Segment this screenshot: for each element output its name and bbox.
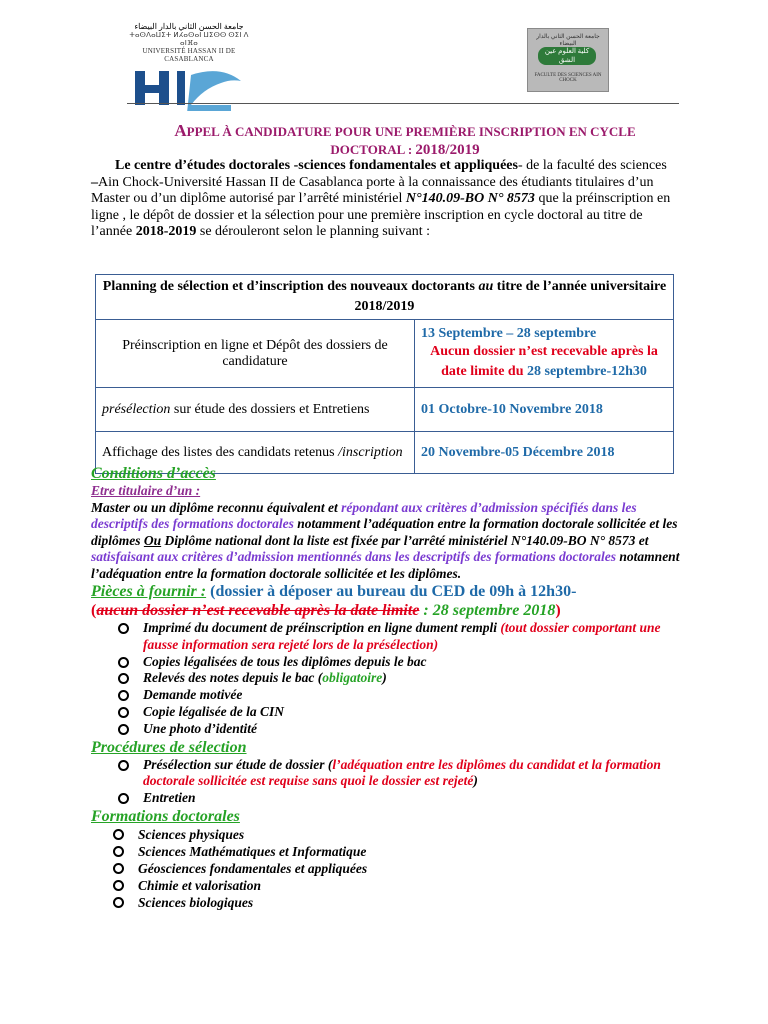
bullet-icon	[118, 690, 129, 701]
logo-arabic-text: جامعة الحسن الثاني بالدار البيضاء	[134, 22, 244, 31]
deadline-red: aucun dossier n’est recevable après la date limite	[96, 602, 420, 619]
main-content	[91, 464, 681, 911]
conditions-heading: Conditions d’accès	[91, 465, 216, 482]
intro-arrete: N°140.09-BO N° 8573	[405, 191, 535, 206]
intro-paragraph	[91, 158, 677, 241]
planning-table	[95, 274, 674, 474]
table-row	[96, 388, 674, 432]
row2-label-rest: sur étude des dossiers et Entretiens	[170, 401, 370, 417]
title-initial: A	[174, 121, 187, 140]
bullet-icon	[118, 724, 129, 735]
table-header-a: Planning de sélection et d’inscription des nouveaux doctorants	[102, 279, 479, 294]
bullet-icon	[113, 846, 124, 857]
bullet-icon	[118, 760, 129, 771]
faculty-logo-bottom-text: FACULTE DES SCIENCES AIN CHOCK	[534, 73, 602, 83]
procedures-heading: Procédures de sélection	[91, 738, 247, 756]
intro-dash: –	[91, 174, 98, 190]
list-item: Demande motivée	[118, 687, 681, 704]
page-title	[120, 122, 690, 159]
title-line2-label: DOCTORAL :	[330, 142, 416, 157]
intro-text-2: Ain Chock-Université Hassan II de Casablanca porte à la connaissance des étudiants titulaires d’un Master ou d’un diplôme autorisé par l’arrêté ministériel	[91, 174, 654, 206]
row1-note: Aucun dossier n’est recevable après la date limite du	[430, 343, 658, 379]
list-item: Une photo d’identité	[118, 721, 681, 738]
cond-ou: Ou	[143, 532, 162, 548]
conditions-paragraph	[91, 500, 681, 583]
bullet-icon	[118, 793, 129, 804]
cond-e: satisfaisant aux critères d’admission mentionnés dans les descriptifs des formations doctorales	[91, 549, 617, 564]
deadline-green: : 28 septembre 2018	[419, 602, 556, 619]
deadline-close: )	[555, 602, 561, 619]
row1-note-date: 28 septembre-12h30	[527, 363, 647, 379]
row1-label: Préinscription en ligne et Dépôt des dossiers de candidature	[96, 320, 415, 388]
row3-date: 20 Novembre-05 Décembre 2018	[415, 432, 674, 474]
pieces-heading-label: Pièces à fournir :	[91, 583, 207, 600]
table-header	[96, 275, 674, 320]
row1-dates	[415, 320, 674, 388]
table-header-au: au	[478, 279, 494, 294]
intro-text-1: - de la faculté des sciences	[517, 158, 667, 173]
bullet-icon	[118, 707, 129, 718]
row3-label-italic: /inscription	[338, 444, 403, 460]
logo-tifinagh-text: ⵜⴰⵙⴷⴰⵡⵉⵜ ⵍⵃⴰⵙⴰⵏ ⵡⵉⵙⵙ ⵙⵉⵏ ⴷ ⴰⵏⴼⴰ	[129, 31, 249, 47]
cond-b: répondant aux critères d’admission spécifiés dans les descriptifs des formations doctorales	[91, 499, 637, 531]
cond-c: notamment l’adéquation entre la formation doctorale sollicitée et les diplômes	[91, 516, 678, 548]
intro-years: 2018-2019	[135, 224, 197, 239]
list-item: Présélection sur étude de dossier (l’adéquation entre les diplômes du candidat et la formation doctorale sollicitée est requise sans quoi le dossier est rejeté)	[118, 757, 681, 791]
faculty-logo-band-text: كلية العلوم عين الشق	[538, 47, 596, 65]
intro-lead: Le centre d’études doctorales -sciences fondamentales et appliquées	[115, 158, 518, 173]
pieces-list	[91, 620, 681, 738]
bullet-icon	[113, 829, 124, 840]
row3-label-text: Affichage des listes des candidats retenus	[102, 444, 339, 460]
table-row	[96, 320, 674, 388]
title-year: 2018/2019	[415, 142, 480, 158]
list-item: Relevés des notes depuis le bac (obligatoire)	[118, 670, 681, 687]
list-item: Imprimé du document de préinscription en ligne dument rempli (tout dossier comportant une fausse information sera rejeté lors de la présélection)	[118, 620, 681, 654]
row2-date: 01 Octobre-10 Novembre 2018	[415, 388, 674, 432]
deadline-open: (	[91, 602, 97, 619]
bullet-icon	[113, 897, 124, 908]
pieces-deadline	[91, 601, 681, 620]
list-item: Sciences physiques	[113, 826, 681, 843]
row2-label	[96, 388, 415, 432]
conditions-sub: Etre titulaire d’un :	[91, 483, 201, 498]
pieces-heading	[91, 582, 681, 601]
cond-f: notamnent l’adéquation entre la formation doctorale sollicitée et les diplômes.	[91, 549, 680, 581]
row1-date: 13 Septembre – 28 septembre	[421, 325, 597, 341]
intro-text-3: que la préinscription en ligne , le dépôt de dossier et la sélection pour une première inscription en cycle doctoral au titre de l’année	[91, 191, 671, 239]
intro-text-4: se dérouleront selon le planning suivant :	[196, 224, 431, 239]
cond-a: Master ou un diplôme reconnu équivalent et	[91, 499, 342, 515]
faculty-logo	[527, 28, 609, 92]
row2-label-italic: présélection	[102, 401, 171, 417]
faculty-logo-top-text: جامعة الحسن الثاني بالدار البيضاء	[536, 34, 600, 47]
table-header-b: titre de l’année universitaire 2018/2019	[354, 279, 667, 314]
formations-heading: Formations doctorales	[91, 807, 240, 825]
logo-latin-text: UNIVERSITÉ HASSAN II DE CASABLANCA	[142, 47, 236, 63]
bullet-icon	[113, 863, 124, 874]
university-logo	[124, 22, 254, 97]
bullet-icon	[118, 673, 129, 684]
list-item: Copie légalisée de la CIN	[118, 704, 681, 721]
list-item: Sciences biologiques	[113, 894, 681, 911]
list-item: Chimie et valorisation	[113, 877, 681, 894]
list-item: Géosciences fondamentales et appliquées	[113, 860, 681, 877]
bullet-icon	[118, 623, 129, 634]
title-line1: PPEL À CANDIDATURE POUR UNE PREMIÈRE INSCRIPTION EN CYCLE	[186, 124, 636, 139]
uh2c-emblem-icon	[129, 67, 249, 111]
procedures-list	[91, 757, 681, 807]
list-item: Entretien	[118, 790, 681, 807]
bullet-icon	[118, 657, 129, 668]
header-divider	[127, 103, 679, 104]
list-item: Copies légalisées de tous les diplômes depuis le bac	[118, 654, 681, 671]
list-item: Sciences Mathématiques et Informatique	[113, 843, 681, 860]
pieces-heading-rest: (dossier à déposer au bureau du CED de 09h à 12h30-	[206, 583, 577, 600]
cond-d: Diplôme national dont la liste est fixée par l’arrêté ministériel N°140.09-BO N° 8573 et	[161, 532, 649, 548]
bullet-icon	[113, 880, 124, 891]
formations-list	[91, 826, 681, 911]
